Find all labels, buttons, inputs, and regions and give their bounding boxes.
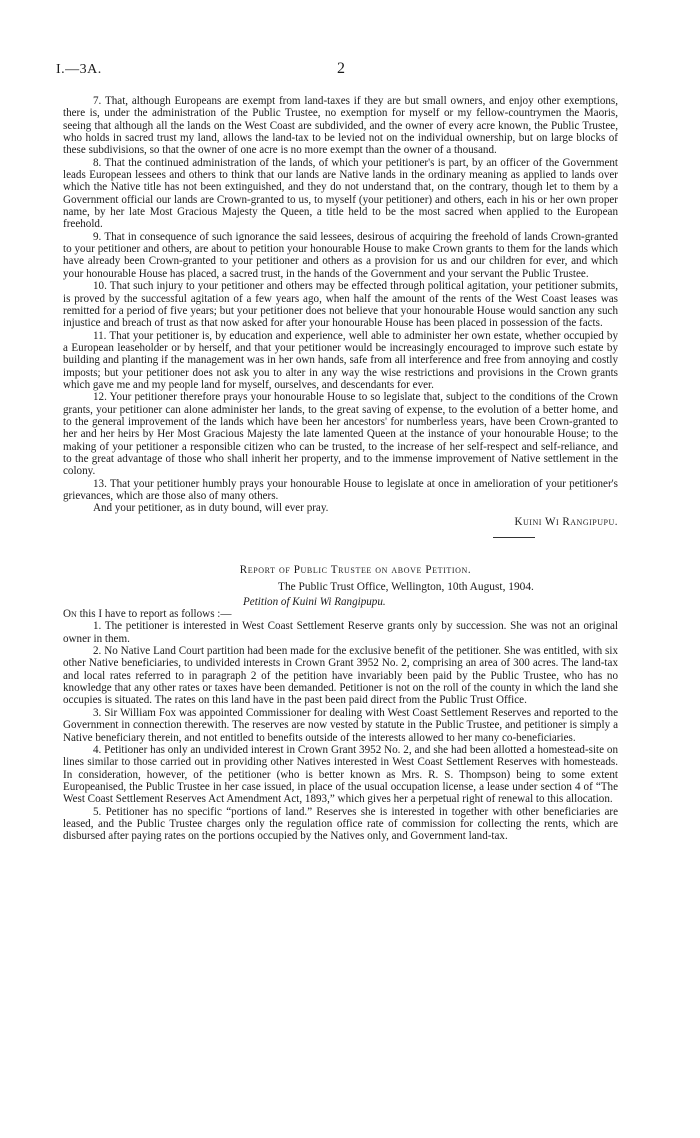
- report-subject: Petition of Kuini Wi Rangipupu.: [243, 595, 386, 608]
- report-paragraph-4: 4. Petitioner has only an undivided interest in Crown Grant 3952 No. 2, and she had been allotted a homestead-site on lines similar to those carried out in providing other Natives interested in West Coast Settlement Reserves with homesteads. In consideration, however, of the petitioner (who is better known as Mrs. R. S. Thompson) being to some extent Europeanised, the Public Trustee in her case issued, in place of the usual occupation license, a lease under section 4 of “The West Coast Settlement Reserves Act Amendment Act, 1893,” which gives her a perpetual right of renewal to this allocation.: [63, 743, 618, 806]
- petition-paragraph-10: 10. That such injury to your petitioner and others may be effected through political agitation, your petitioner submits, is proved by the successful agitation of a few years ago, when half the amount of the rents of the West Coast leases was remitted for a period of five years; but your petitioner does not believe that your honourable House would sanction any such injustice and breach of trust as that now asked for after your honourable House has been placed in possession of the facts.: [63, 280, 618, 330]
- report-intro-text: this I have to report as follows :—: [76, 608, 232, 621]
- report-paragraph-1: 1. The petitioner is interested in West Coast Settlement Reserve grants only by succession. She was not an original owner in them.: [63, 620, 618, 645]
- report-paragraph-5: 5. Petitioner has no specific “portions of land.” Reserves she is interested in together with other beneficiaries are leased, and the Public Trustee charges only the regulation office rate of commission for collecting the rents, which are disbursed after paying rates on the portions occupied by the Natives only, and Government land-tax.: [63, 805, 618, 843]
- petition-section: [63, 95, 618, 538]
- page-number: 2: [337, 60, 345, 77]
- report-paragraph-2: 2. No Native Land Court partition had been made for the exclusive benefit of the petitioner. She was entitled, with six other Native beneficiaries, to undivided interests in Crown Grant 3952 No. 2, comprising an area of 300 acres. The land-tax and local rates referred to in paragraph 2 of the petition have invariably been paid by the Public Trustee, who has no knowledge that any other rates or taxes have been demanded. Petitioner is not on the roll of the county in which the land she occupies is situated. The rates on this land have in the past been paid direct from the Public Trust Office.: [63, 645, 618, 707]
- report-paragraph-3: 3. Sir William Fox was appointed Commissioner for dealing with West Coast Settlement Reserves and reported to the Government in connection therewith. The reserves are now vested by statute in the Public Trustee, and petitioner is simply a Native beneficiary therein, and not entitled to benefits outside of the interests allowed to her many co-beneficiaries.: [63, 706, 618, 744]
- petition-paragraph-8: 8. That the continued administration of the lands, of which your petitioner's is part, by an officer of the Government leads European lessees and others to think that our lands are Native lands in the ordinary meaning as applied to lands over which the Native title has not been extinguished, and they do not understand that, on the contrary, though let to them by a Government official our lands are Crown-granted to us, to myself (your petitioner) and others, each in his or her own proper name, by her late Most Gracious Majesty the Queen, a title held to be the most sacred when applied to the European freehold.: [63, 156, 618, 231]
- report-title: Report of Public Trustee on above Petition.: [239, 564, 472, 577]
- petition-paragraph-9: 9. That in consequence of such ignorance the said lessees, desirous of acquiring the freehold of lands Crown-granted to your petitioner and others, are about to petition your honourable House to make Crown grants to them for the lands which have already been Crown-granted to your petitioner and others as a provision for us and our children for ever, and which your honourable House has placed, a sacred trust, in the hands of the Government and your servant the Public Trustee.: [63, 230, 618, 280]
- petition-paragraph-13: 13. That your petitioner humbly prays your honourable House to legislate at once in amelioration of your petitioner's grievances, which are those also of many others.: [63, 477, 618, 502]
- petition-paragraph-11: 11. That your petitioner is, by education and experience, well able to administer her own estate, whether occupied by a European leaseholder or by herself, and that your petitioner would be increasingly encouraged to improve such estate by building and planting if the management was in her own hands, safe from all interference and free from annoying and costly imposts; but your petitioner does not ask you to alter in any way the wise restrictions and provisions in the Crown grants which gave me and my people land for myself, ourselves, and descendants for ever.: [63, 329, 618, 391]
- petition-paragraph-7: 7. That, although Europeans are exempt from land-taxes if they are but small owners, and enjoy other exemptions, there is, under the administration of the Public Trustee, no exemption for myself or my fellow-countrymen the Maoris, seeing that although all the lands on the West Coast are subdivided, and the owner of every acre known, the Public Trustee, who holds in sacred trust my land, allows the land-tax to be levied not on the individual ownership, but on large blocks of these subdivisions, so that the owner of one acre is no more exempt than the owner of a thousand.: [63, 95, 618, 157]
- petitioner-signature: Kuini Wi Rangipupu.: [514, 515, 618, 528]
- report-intro-first-word: On: [63, 608, 77, 621]
- section-divider: [493, 537, 535, 538]
- document-body: [63, 95, 618, 843]
- report-office-date-line: The Public Trust Office, Wellington, 10th August, 1904.: [278, 581, 534, 594]
- page-header: [56, 62, 616, 82]
- petition-paragraph-12: 12. Your petitioner therefore prays your honourable House to so legislate that, subject to the conditions of the Crown grants, your petitioner can alone administer her lands, to the great saving of expense, to the evolution of a better home, and to the general improvement of the lands which have been her ancestors' for numberless years, have been Crown-granted to her and her heirs by Her Most Gracious Majesty the late lamented Queen at the instance of your honourable House; to the making of your petitioner a responsible citizen who can be trusted, to the increase of her self-respect and self-reliance, and to the great advantage of those who shall inherit her property, and to the immense improvement of Native settlement in the colony.: [63, 391, 618, 478]
- report-intro: [63, 608, 618, 620]
- parliamentary-paper-reference: I.—3A.: [56, 62, 102, 77]
- petition-closing: And your petitioner, as in duty bound, will ever pray.: [93, 502, 329, 515]
- report-section: [63, 564, 618, 843]
